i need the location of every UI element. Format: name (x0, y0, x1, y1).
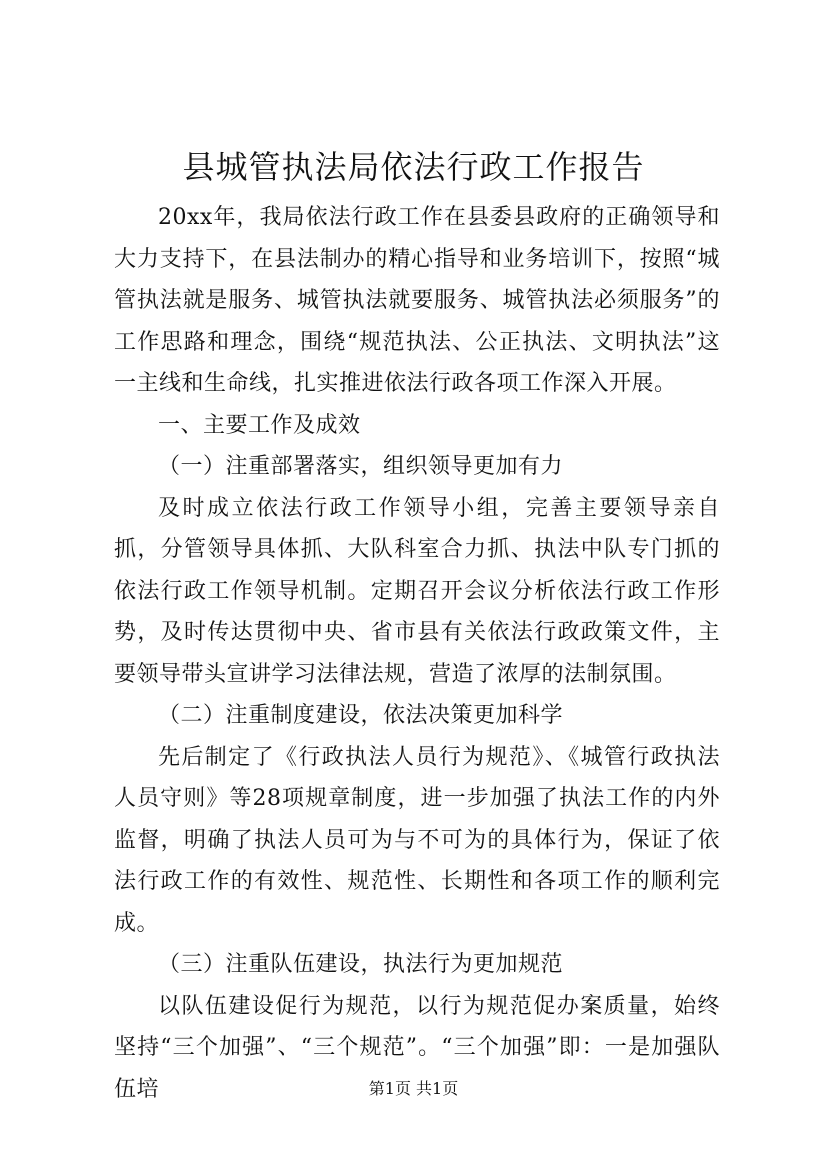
subsection-heading-1: （一）注重部署落实，组织领导更加有力 (158, 454, 564, 479)
paragraph-2: 先后制定了《行政执法人员行为规范》、《城管行政执法人员守则》等28项规章制度，进一步加强了执法工作的内外监督，明确了执法人员可为与不可为的具体行为，保证了依法行政工作的有效性、规范性、长期性和各项工作的顺利完成。 (114, 744, 720, 936)
subsection-heading-2: （二）注重制度建设，依法决策更加科学 (158, 703, 564, 728)
paragraph-intro: 20xx年，我局依法行政工作在县委县政府的正确领导和大力支持下，在县法制办的精心指导和业务培训下，按照“城管执法就是服务、城管执法就要服务、城管执法必须服务”的工作思路和理念，围绕“规范执法、公正执法、文明执法”这一主线和生命线，扎实推进依法行政各项工作深入开展。 (114, 205, 720, 396)
page-footer: 第1页 共1页 (368, 1079, 459, 1098)
paragraph-1: 及时成立依法行政工作领导小组，完善主要领导亲自抓，分管领导具体抓、大队科室合力抓、执法中队专门抓的依法行政工作领导机制。定期召开会议分析依法行政工作形势，及时传达贯彻中央、省市县有关依法行政政策文件，主要领导带头宣讲学习法律法规，营造了浓厚的法制氛围。 (114, 495, 720, 687)
paragraph-3: 以队伍建设促行为规范，以行为规范促办案质量，始终坚持“三个加强”、“三个规范”。“三个加强”即：一是加强队伍培 (114, 993, 720, 1102)
document-title: 县城管执法局依法行政工作报告 (182, 148, 645, 186)
subsection-heading-3: （三）注重队伍建设，执法行为更加规范 (158, 952, 564, 977)
document-body (114, 197, 720, 1110)
section-heading-1: 一、主要工作及成效 (158, 412, 361, 438)
